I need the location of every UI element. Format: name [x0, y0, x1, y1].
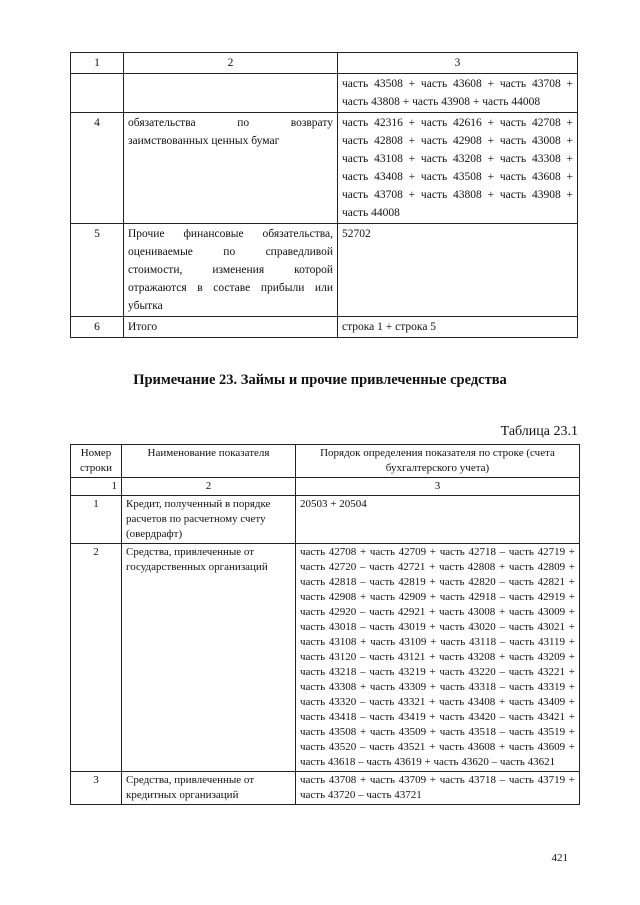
- table-row: [71, 224, 578, 317]
- table-row: [71, 74, 578, 113]
- table-header-row: [71, 53, 578, 74]
- column-header-name: Наименование показателя: [122, 445, 296, 478]
- column-number-2: 2: [122, 478, 296, 496]
- row-accounts: 52702: [338, 224, 578, 317]
- note-title: Примечание 23. Займы и прочие привлеченные средства: [133, 372, 507, 388]
- row-accounts: часть 43508 + часть 43608 + часть 43708 + часть 43808 + часть 43908 + часть 44008: [338, 74, 578, 113]
- row-name: [124, 74, 338, 113]
- row-accounts: 20503 + 20504: [296, 496, 580, 544]
- column-number-2: 2: [124, 53, 338, 74]
- row-number: [71, 74, 124, 113]
- row-name: Кредит, полученный в порядке расчетов по расчетному счету (овердрафт): [122, 496, 296, 544]
- table-row: [71, 544, 580, 772]
- row-accounts: часть 43708 + часть 43709 + часть 43718 – часть 43719 + часть 43720 – часть 43721: [296, 772, 580, 805]
- table-row: [71, 496, 580, 544]
- row-number: 1: [71, 496, 122, 544]
- row-accounts: часть 42316 + часть 42616 + часть 42708 + часть 42808 + часть 42908 + часть 43008 + часть 43108 + часть 43208 + часть 43308 + часть 43408 + часть 43508 + часть 43608 + часть 43708 + часть 43808 + часть 43908 + часть 44008: [338, 113, 578, 224]
- row-name: Средства, привлеченные от кредитных организаций: [122, 772, 296, 805]
- column-header-number: Номер строки: [71, 445, 122, 478]
- row-accounts: часть 42708 + часть 42709 + часть 42718 – часть 42719 + часть 42720 – часть 42721 + часть 42808 + часть 42809 + часть 42818 – часть 42819 + часть 42820 – часть 42821 + часть 42908 + часть 42909 + часть 42918 – часть 42919 + часть 42920 – часть 42921 + часть 43008 + часть 43009 + часть 43018 – часть 43019 + часть 43020 – часть 43021 + часть 43108 + часть 43109 + часть 43118 – часть 43119 + часть 43120 – часть 43121 + часть 43208 + часть 43209 + часть 43218 – часть 43219 + часть 43220 – часть 43221 + часть 43308 + часть 43309 + часть 43318 – часть 43319 + часть 43320 – часть 43321 + часть 43408 + часть 43409 + часть 43418 – часть 43419 + часть 43420 – часть 43421 + часть 43508 + часть 43509 + часть 43518 – часть 43519 + часть 43520 – часть 43521 + часть 43608 + часть 43609 + часть 43618 – часть 43619 + часть 43620 – часть 43621: [296, 544, 580, 772]
- column-numbers-row: [71, 478, 580, 496]
- table-row: [71, 772, 580, 805]
- table-caption: Таблица 23.1: [500, 424, 578, 439]
- row-name: Средства, привлеченные от государственных организаций: [122, 544, 296, 772]
- column-number-3: 3: [338, 53, 578, 74]
- row-name: Прочие финансовые обязательства, оцениваемые по справедливой стоимости, изменения которой отражаются в составе прибыли или убытка: [124, 224, 338, 317]
- column-number-1: 1: [71, 53, 124, 74]
- row-number: 3: [71, 772, 122, 805]
- row-name: Итого: [124, 317, 338, 338]
- row-number: 2: [71, 544, 122, 772]
- table-header-row: [71, 445, 580, 478]
- page-number: 421: [551, 852, 568, 864]
- column-header-accounts: Порядок определения показателя по строке (счета бухгалтерского учета): [296, 445, 580, 478]
- row-number: 6: [71, 317, 124, 338]
- row-number: 4: [71, 113, 124, 224]
- table-row: [71, 113, 578, 224]
- column-number-3: 3: [296, 478, 580, 496]
- continued-accounts-table: [70, 52, 578, 338]
- row-accounts: строка 1 + строка 5: [338, 317, 578, 338]
- table-row: [71, 317, 578, 338]
- row-number: 5: [71, 224, 124, 317]
- column-number-1: 1: [71, 478, 122, 496]
- loans-accounts-table: [70, 444, 580, 805]
- row-name: обязательства по возврату заимствованных ценных бумаг: [124, 113, 338, 224]
